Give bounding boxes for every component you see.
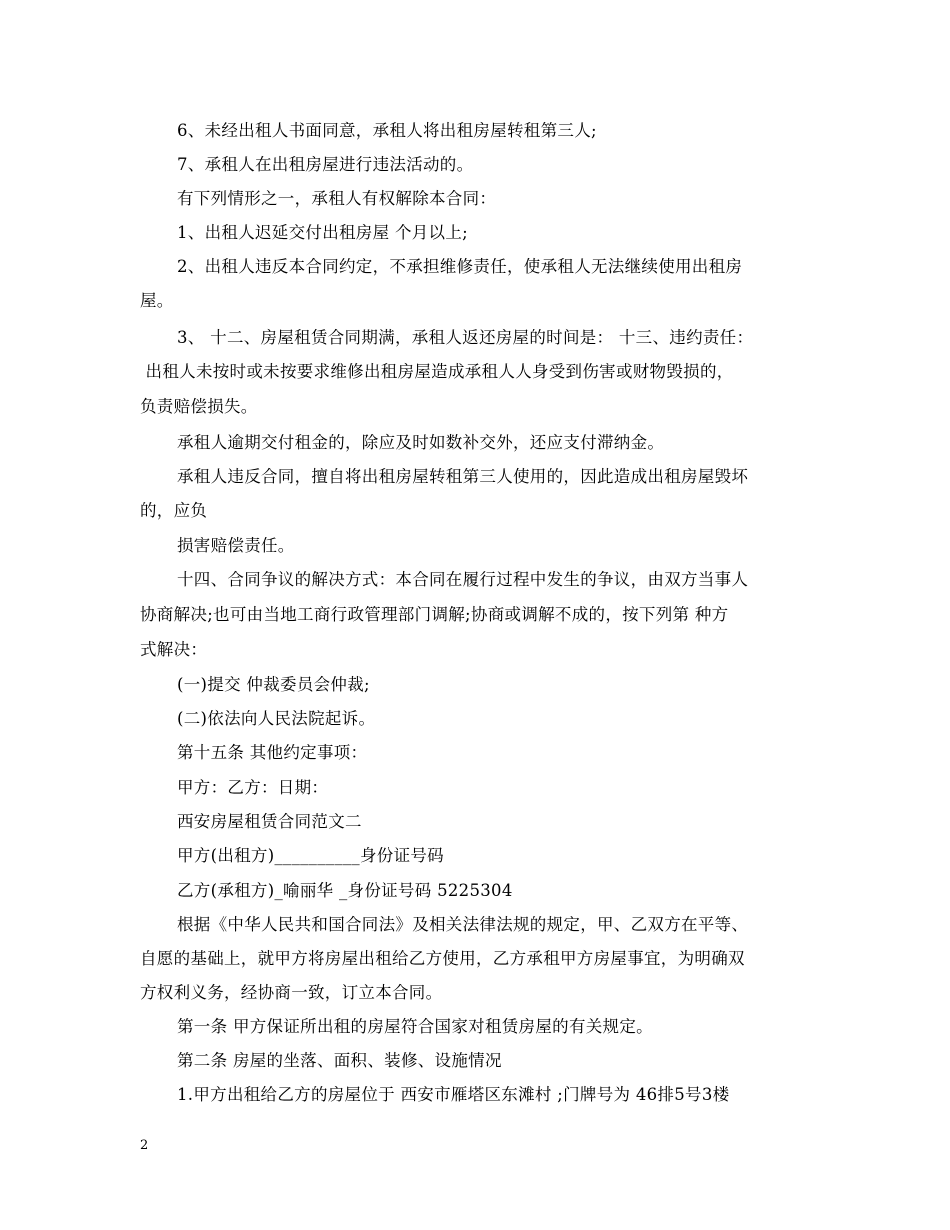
text-line: 1.甲方出租给乙方的房屋位于 西安市雁塔区东滩村 ;门牌号为 46排5号3楼 [177,1085,730,1104]
text-line: 的，应负 [140,501,208,520]
text-line: 6、未经出租人书面同意，承租人将出租房屋转租第三人; [177,121,597,140]
text-line: 甲方：乙方：日期： [177,778,329,797]
text-line: 负责赔偿损失。 [140,397,258,416]
text-line: 方权利义务，经协商一致，订立本合同。 [140,983,443,1002]
text-line: 屋。 [140,291,174,310]
text-line: 损害赔偿责任。 [177,536,295,555]
text-line: 根据《中华人民共和国合同法》及相关法律法规的规定，甲、乙双方在平等、 [177,915,749,934]
text-line: 7、承租人在出租房屋进行违法活动的。 [177,155,474,174]
page-number: 2 [140,1138,149,1153]
text-line: 乙方(承租方)_喻丽华 _身份证号码 5225304 [177,881,513,900]
text-line: 1、出租人迟延交付出租房屋 个月以上; [177,223,469,242]
text-line: (一)提交 仲裁委员会仲裁; [177,675,370,694]
text-line: 甲方(出租方)__________身份证号码 [177,846,444,865]
text-line: 承租人违反合同，擅自将出租房屋转租第三人使用的，因此造成出租房屋毁坏 [177,467,749,486]
text-line: 3、 十二、房屋租赁合同期满，承租人返还房屋的时间是： 十三、违约责任： [177,328,754,347]
text-line: 第二条 房屋的坐落、面积、装修、设施情况 [177,1051,502,1070]
text-line: 2、出租人违反本合同约定，不承担维修责任，使承租人无法继续使用出租房 [177,257,743,276]
text-line: 式解决： [140,640,208,659]
text-line: (二)依法向人民法院起诉。 [177,709,376,728]
text-line: 第十五条 其他约定事项： [177,743,368,762]
text-line: 十四、合同争议的解决方式：本合同在履行过程中发生的争议，由双方当事人 [177,570,749,589]
text-line: 西安房屋租赁合同范文二 [177,812,362,831]
text-line: 协商解决;也可由当地工商行政管理部门调解;协商或调解不成的，按下列第 种方 [140,605,729,624]
text-line: 自愿的基础上，就甲方将房屋出租给乙方使用，乙方承租甲方房屋事宜，为明确双 [140,949,745,968]
text-line: 有下列情形之一，承租人有权解除本合同： [177,189,497,208]
text-line: 第一条 甲方保证所出租的房屋符合国家对租赁房屋的有关规定。 [177,1017,653,1036]
text-line: 承租人逾期交付租金的，除应及时如数补交外，还应支付滞纳金。 [177,433,665,452]
text-line: 出租人未按时或未按要求维修出租房屋造成承租人人身受到伤害或财物毁损的， [140,362,734,381]
